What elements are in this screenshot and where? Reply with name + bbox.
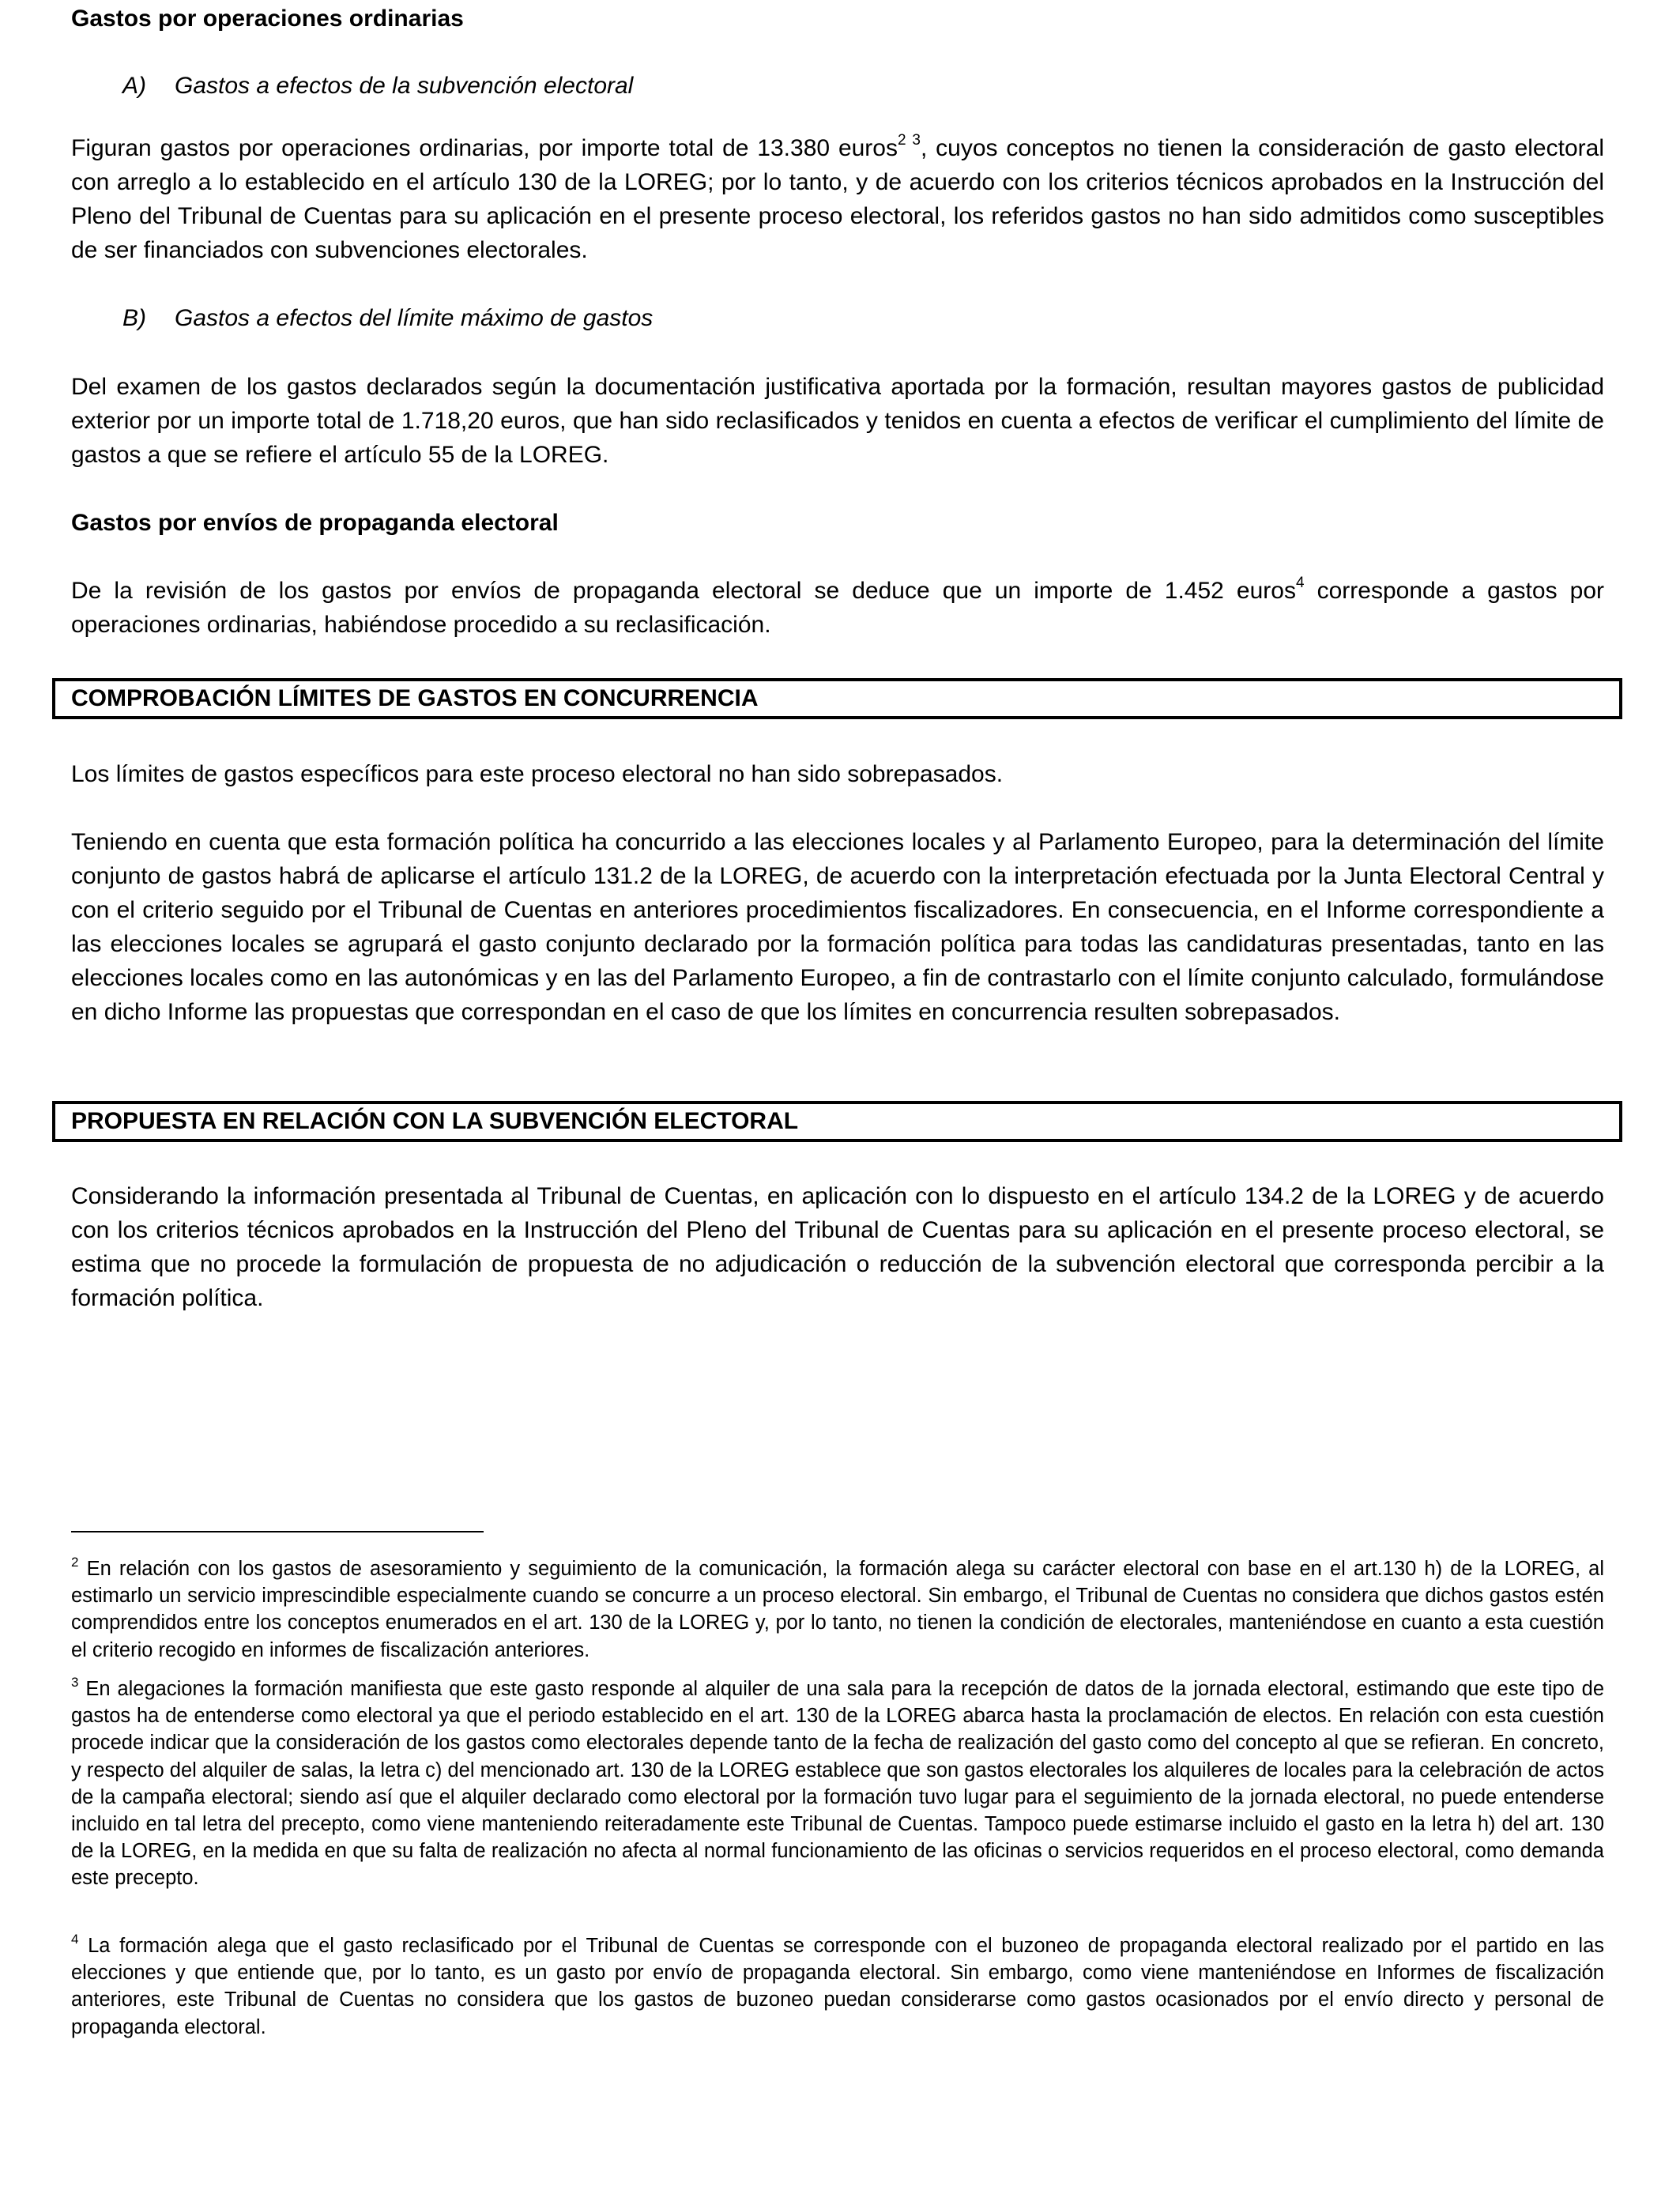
footnote-4-text: La formación alega que el gasto reclasificado por el Tribunal de Cuentas se corresponde con el buzoneo de propaganda electoral realizado por el partido en las elecciones y que entiende que, por lo tanto, es un gasto por envío de propaganda electoral. Sin embargo, como viene manteniéndose en Informes de fiscalización anteriores, este Tribunal de Cuentas no considera que los gastos de buzoneo puedan considerarse como gastos ocasionados por el envío directo y personal de propaganda electoral. bbox=[71, 1935, 1604, 2038]
section-heading-propaganda: Gastos por envíos de propaganda electoral bbox=[71, 510, 559, 536]
paragraph-ordinary-a-text-1: Figuran gastos por operaciones ordinarias, por importe total de 13.380 euros bbox=[71, 135, 898, 161]
footnote-ref-4[interactable]: 4 bbox=[1295, 575, 1305, 591]
footnote-2-text: En relación con los gastos de asesoramiento y seguimiento de la comunicación, la formación alega su carácter electoral con base en el art.130 h) de la LOREG, al estimarlo un servicio imprescindible especialmente cuando se concurre a un proceso electoral. Sin embargo, el Tribunal de Cuentas no considera que dichos gastos estén comprendidos entre los conceptos enumerados en el art. 130 de la LOREG y, por lo tanto, no tienen la condición de electorales, manteniéndose en cuanto a esta cuestión el criterio recogido en informes de fiscalización anteriores. bbox=[71, 1558, 1604, 1661]
subheading-a bbox=[122, 69, 633, 103]
subheading-b bbox=[122, 301, 653, 335]
paragraph-propaganda-text-2: corresponde a gastos por operaciones ordinarias, habiéndose procedido a su reclasificación. bbox=[71, 578, 1604, 638]
paragraph-ordinary-a bbox=[71, 131, 1604, 267]
footnote-ref-2-3[interactable]: 2 3 bbox=[897, 132, 921, 149]
boxed-heading-proposal: PROPUESTA EN RELACIÓN CON LA SUBVENCIÓN ELECTORAL bbox=[52, 1101, 1622, 1142]
paragraph-limits-2: Teniendo en cuenta que esta formación política ha concurrido a las elecciones locales y al Parlamento Europeo, para la determinación del límite conjunto de gastos habrá de aplicarse el artículo 131.2 de la LOREG, de acuerdo con la interpretación efectuada por la Junta Electoral Central y con el criterio seguido por el Tribunal de Cuentas en anteriores procedimientos fiscalizadores. En consecuencia, en el Informe correspondiente a las elecciones locales se agrupará el gasto conjunto declarado por la formación política para todas las candidaturas presentadas, tanto en las elecciones locales como en las autonómicas y en las del Parlamento Europeo, a fin de contrastarlo con el límite conjunto calculado, formulándose en dicho Informe las propuestas que correspondan en el caso de que los límites en concurrencia resulten sobrepasados. bbox=[71, 829, 1604, 1025]
footnote-3-text: En alegaciones la formación manifiesta que este gasto responde al alquiler de una sala para la recepción de datos de la jornada electoral, estimando que este tipo de gastos ha de entenderse como electoral ya que el periodo establecido en el art. 130 de la LOREG abarca hasta la proclamación de electos. En relación con esta cuestión procede indicar que la consideración de los gastos como electorales depende tanto de la fecha de realización del gasto como del concepto al que se refieran. En concreto, y respecto del alquiler de salas, la letra c) del mencionado art. 130 de la LOREG establece que son gastos electorales los alquileres de locales para la celebración de actos de la campaña electoral; siendo así que el alquiler declarado como electoral por la formación tuvo lugar para el seguimiento de la jornada electoral, no puede entenderse incluido en tal letra del precepto, como viene manteniendo reiteradamente este Tribunal de Cuentas. Tampoco puede estimarse incluido el gasto en la letra h) del art. 130 de la LOREG, en la medida en que su falta de realización no afecta al normal funcionamiento de las oficinas o servicios requeridos en el proceso electoral, como demanda este precepto. bbox=[71, 1678, 1604, 1890]
footnote-3-number: 3 bbox=[71, 1675, 79, 1690]
footnote-3 bbox=[71, 1676, 1604, 1892]
boxed-heading-limits: COMPROBACIÓN LÍMITES DE GASTOS EN CONCURRENCIA bbox=[52, 678, 1622, 719]
paragraph-ordinary-b: Del examen de los gastos declarados según la documentación justificativa aportada por la formación, resultan mayores gastos de publicidad exterior por un importe total de 1.718,20 euros, que han sido reclasificados y tenidos en cuenta a efectos de verificar el cumplimiento del límite de gastos a que se refiere el artículo 55 de la LOREG. bbox=[71, 374, 1604, 468]
paragraph-propaganda bbox=[71, 574, 1604, 642]
paragraph-proposal: Considerando la información presentada al Tribunal de Cuentas, en aplicación con lo dispuesto en el artículo 134.2 de la LOREG y de acuerdo con los criterios técnicos aprobados en la Instrucción del Pleno del Tribunal de Cuentas para su aplicación en el presente proceso electoral, se estima que no procede la formulación de propuesta de no adjudicación o reducción de la subvención electoral que corresponda percibir a la formación política. bbox=[71, 1183, 1604, 1311]
footnote-2-number: 2 bbox=[71, 1555, 79, 1570]
subheading-b-title: Gastos a efectos del límite máximo de gastos bbox=[175, 305, 654, 331]
paragraph-limits-1: Los límites de gastos específicos para este proceso electoral no han sido sobrepasados. bbox=[71, 761, 1004, 787]
footnote-separator bbox=[71, 1531, 484, 1532]
section-heading-ordinary: Gastos por operaciones ordinarias bbox=[71, 6, 464, 32]
paragraph-propaganda-text-1: De la revisión de los gastos por envíos de propaganda electoral se deduce que un importe de 1.452 euros bbox=[71, 578, 1296, 604]
subheading-a-title: Gastos a efectos de la subvención electoral bbox=[175, 73, 634, 99]
subheading-b-letter: B) bbox=[122, 305, 146, 331]
subheading-a-letter: A) bbox=[122, 73, 146, 99]
footnote-2 bbox=[71, 1555, 1604, 1664]
footnote-4 bbox=[71, 1932, 1604, 2041]
footnote-4-number: 4 bbox=[71, 1932, 79, 1947]
paragraph-ordinary-a-text-2: , cuyos conceptos no tienen la consideración de gasto electoral con arreglo a lo establecido en el artículo 130 de la LOREG; por lo tanto, y de acuerdo con los criterios técnicos aprobados en la Instrucción del Pleno del Tribunal de Cuentas para su aplicación en el presente proceso electoral, los referidos gastos no han sido admitidos como susceptibles de ser financiados con subvenciones electorales. bbox=[71, 135, 1604, 263]
